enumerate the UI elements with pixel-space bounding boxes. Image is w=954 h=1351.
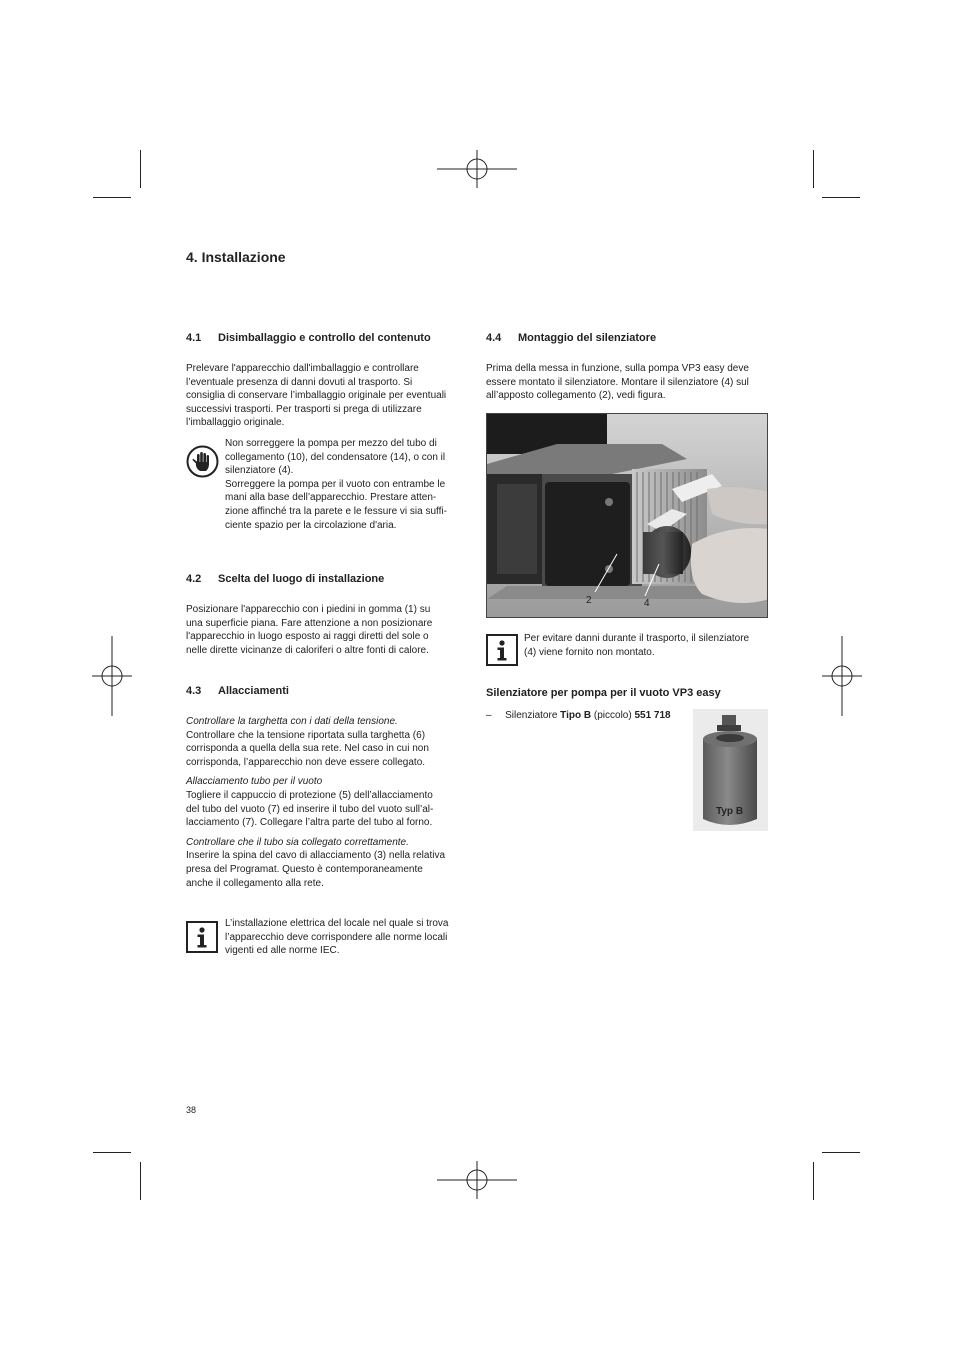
section-4-3-body <box>186 715 445 890</box>
text-line: del tubo del vuoto (7) ed inserire il tubo del vuoto sull’al- <box>186 803 434 815</box>
page-title: 4. Installazione <box>186 249 286 265</box>
section-heading-4-4 <box>486 332 656 344</box>
registration-mark-bottom <box>437 1161 517 1201</box>
section-title: Allacciamenti <box>218 685 289 697</box>
italic-lead: Allacciamento tubo per il vuoto <box>186 776 323 788</box>
registration-mark-left <box>92 636 132 716</box>
section-heading-4-1 <box>186 332 431 344</box>
text-line: corrisponda, l’apparecchio non deve essere collegato. <box>186 756 426 768</box>
text-line: corrisponda a quella della sua rete. Nel caso in cui non <box>186 743 429 755</box>
section-4-1-body <box>186 362 446 430</box>
section-4-2-body <box>186 603 432 657</box>
text-line: mani alla base dell’apparecchio. Prestare atten- <box>225 492 437 504</box>
text-line: ciente spazio per la circolazione d'aria. <box>225 519 397 531</box>
text-line: anche il collegamento alla rete. <box>186 877 324 889</box>
text-line: Controllare che la tensione riportata sulla targhetta (6) <box>186 729 426 741</box>
item-code: 551 718 <box>634 710 671 721</box>
info-icon <box>186 921 218 953</box>
text-line: Per evitare danni durante il trasporto, il silenziatore <box>524 633 750 644</box>
section-title: Montaggio del silenziatore <box>518 332 657 344</box>
text-line: Inserire la spina del cavo di allacciamento (3) nella relativa <box>186 850 446 862</box>
section-heading-4-2 <box>186 573 384 585</box>
text-line: L’installazione elettrica del locale nel quale si trova <box>225 918 449 929</box>
section-number: 4.4 <box>486 332 502 344</box>
text-line: l’apparecchio deve corrispondere alle norme locali <box>225 931 448 943</box>
info-icon <box>486 634 518 666</box>
callout-label-2: 2 <box>586 595 592 606</box>
section-title: Scelta del luogo di installazione <box>218 573 385 585</box>
text-line: silenziatore (4). <box>225 465 294 477</box>
silencer-item <box>486 709 671 723</box>
text-line: collegamento (10), del condensatore (14), o con il <box>225 451 446 463</box>
text-line: l’imballaggio originale. <box>186 417 285 429</box>
warning-note <box>225 437 447 532</box>
pump-photo <box>486 413 768 618</box>
info-note-electrical <box>225 917 448 958</box>
text-line: Prelevare l'apparecchio dall'imballaggio e controllare <box>186 363 419 374</box>
item-size: (piccolo) <box>593 710 632 721</box>
text-line: (4) viene fornito non montato. <box>524 646 655 658</box>
text-line: presa del Programat. Questo è contemporaneamente <box>186 863 423 875</box>
text-line: consiglia di conservare l’imballaggio originale per eventuali <box>186 390 447 402</box>
section-number: 4.3 <box>186 685 202 697</box>
text-line: nelle dirette vicinanze di caloriferi o altre fonti di calore. <box>186 644 429 656</box>
section-heading-4-3 <box>186 685 289 697</box>
text-line: Togliere il cappuccio di protezione (5) dell’allacciamento <box>186 789 433 801</box>
text-line: l'apparecchio in luogo esposto ai raggi diretti del sole o <box>186 631 429 643</box>
typ-label: Typ B <box>716 806 744 817</box>
section-title: Disimballaggio e controllo del contenuto <box>218 332 431 344</box>
text-line: Posizionare l'apparecchio con i piedini in gomma (1) su <box>186 604 431 615</box>
registration-mark-top <box>437 150 517 190</box>
pump-illustration <box>487 414 768 618</box>
text-line: successivi trasporti. Per trasporti si prega di utilizzare <box>186 403 422 415</box>
info-note-transport <box>524 632 749 659</box>
text-line: una superficie piana. Fare attenzione a non posizionare <box>186 617 433 629</box>
silencer-photo <box>693 709 768 831</box>
hand-stop-icon <box>186 445 219 478</box>
italic-lead: Controllare che il tubo sia collegato correttamente. <box>186 836 409 848</box>
text-line: Prima della messa in funzione, sulla pompa VP3 easy deve <box>486 363 749 374</box>
page-number: 38 <box>186 1105 197 1115</box>
item-text: Silenziatore <box>505 710 558 721</box>
item-type: Tipo B <box>560 710 592 721</box>
section-number: 4.1 <box>186 332 202 344</box>
text-line: essere montato il silenziatore. Montare il silenziatore (4) sul <box>486 376 749 388</box>
section-number: 4.2 <box>186 573 202 585</box>
section-4-4-body <box>486 362 749 403</box>
italic-lead: Controllare la targhetta con i dati della tensione. <box>186 716 398 727</box>
silencer-subheading: Silenziatore per pompa per il vuoto VP3 easy <box>486 687 721 699</box>
text-line: all’apposto collegamento (2), vedi figura. <box>486 390 666 402</box>
registration-mark-right <box>822 636 862 716</box>
text-line: Sorreggere la pompa per il vuoto con entrambe le <box>225 478 446 490</box>
callout-label-4: 4 <box>644 598 650 609</box>
list-dash: – <box>486 710 492 721</box>
text-line: zione affinché tra la parete e le fessure vi sia suffi- <box>225 505 447 517</box>
text-line: Non sorreggere la pompa per mezzo del tubo di <box>225 438 437 449</box>
text-line: l’eventuale presenza di danni dovuti al trasporto. Si <box>186 376 413 388</box>
text-line: vigenti ed alle norme IEC. <box>225 945 340 957</box>
text-line: lacciamento (7). Collegare l’altra parte del tubo al forno. <box>186 817 433 829</box>
